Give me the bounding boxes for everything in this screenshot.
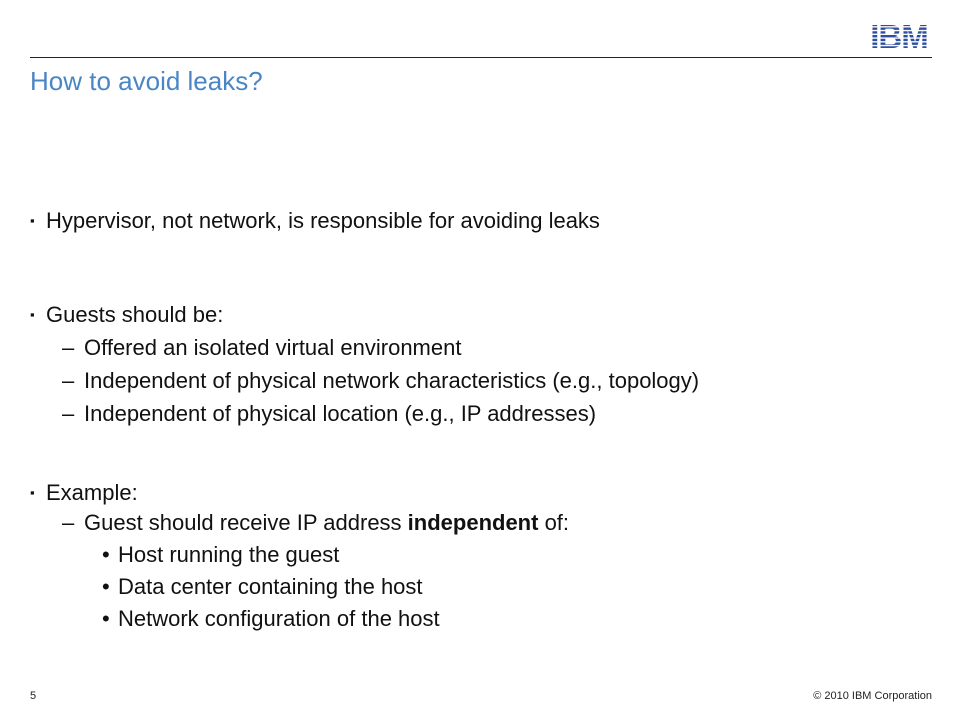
bullet-example <box>30 480 138 506</box>
dot-bullet-icon: • <box>102 574 110 599</box>
dot-item-text: Network configuration of the host <box>118 606 440 631</box>
dot-item-text: Data center containing the host <box>118 574 423 599</box>
square-bullet-icon: ▪ <box>30 485 35 500</box>
dot-item-data-center <box>102 574 423 600</box>
header-rule <box>30 57 932 58</box>
sub-bullet-text-before: Guest should receive IP address <box>84 510 408 535</box>
dash-bullet-icon: – <box>62 401 75 426</box>
square-bullet-icon: ▪ <box>30 307 35 322</box>
bullet-text: Hypervisor, not network, is responsible for avoiding leaks <box>46 208 600 233</box>
dot-bullet-icon: • <box>102 542 110 567</box>
slide-title: How to avoid leaks? <box>30 66 263 96</box>
sub-bullet-text: Independent of physical network characteristics (e.g., topology) <box>84 368 700 393</box>
dot-item-text: Host running the guest <box>118 542 340 567</box>
dash-bullet-icon: – <box>62 368 75 393</box>
svg-text:IBM: IBM <box>870 20 928 50</box>
sub-bullet-network-characteristics <box>62 368 699 394</box>
sub-bullet-physical-location <box>62 401 596 427</box>
sub-bullet-text-bold: independent <box>407 510 539 535</box>
bullet-text: Example: <box>46 480 138 505</box>
ibm-logo <box>866 20 932 50</box>
sub-bullet-text: Offered an isolated virtual environment <box>84 335 462 360</box>
dot-bullet-icon: • <box>102 606 110 631</box>
sub-bullet-isolated <box>62 335 461 361</box>
sub-bullet-text-after: of: <box>538 510 570 535</box>
square-bullet-icon: ▪ <box>30 213 35 228</box>
page-number: 5 <box>30 690 37 702</box>
dash-bullet-icon: – <box>62 510 75 535</box>
sub-bullet-text: Independent of physical location (e.g., IP addresses) <box>84 401 597 426</box>
bullet-text: Guests should be: <box>46 302 224 327</box>
bullet-hypervisor <box>30 208 600 234</box>
copyright-notice: © 2010 IBM Corporation <box>813 690 932 702</box>
sub-bullet-ip-address <box>62 510 569 536</box>
dot-item-network-config <box>102 606 440 632</box>
bullet-guests <box>30 302 223 328</box>
dash-bullet-icon: – <box>62 335 75 360</box>
dot-item-host <box>102 542 339 568</box>
